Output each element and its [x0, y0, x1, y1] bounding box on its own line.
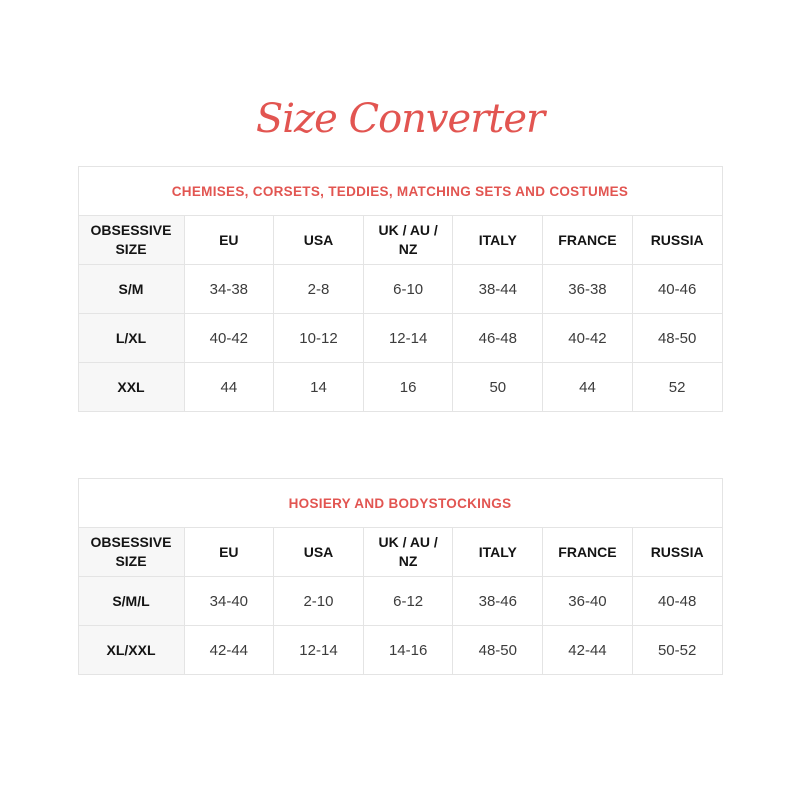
- size-cell: 12-14: [274, 626, 364, 675]
- size-cell: 6-12: [363, 577, 453, 626]
- column-header-usa: USA: [274, 528, 364, 577]
- size-cell: 48-50: [632, 314, 722, 363]
- size-cell: 34-40: [184, 577, 274, 626]
- size-cell: 50-52: [632, 626, 722, 675]
- column-header-france: FRANCE: [543, 528, 633, 577]
- size-cell: 16: [363, 363, 453, 412]
- row-label: S/M: [78, 265, 184, 314]
- size-cell: 34-38: [184, 265, 274, 314]
- size-cell: 50: [453, 363, 543, 412]
- page-title: Size Converter: [255, 96, 545, 142]
- size-cell: 52: [632, 363, 722, 412]
- table-caption: CHEMISES, CORSETS, TEDDIES, MATCHING SETS AND COSTUMES: [78, 167, 722, 216]
- size-cell: 42-44: [184, 626, 274, 675]
- size-cell: 12-14: [363, 314, 453, 363]
- size-table-chemises: [78, 166, 723, 412]
- table-row: [78, 314, 722, 363]
- column-header-uk-au-nz: UK / AU / NZ: [363, 528, 453, 577]
- size-cell: 44: [184, 363, 274, 412]
- size-cell: 2-8: [274, 265, 364, 314]
- size-cell: 36-40: [543, 577, 633, 626]
- column-header-russia: RUSSIA: [632, 528, 722, 577]
- size-table-hosiery: [78, 478, 723, 675]
- table-row: [78, 363, 722, 412]
- column-header-italy: ITALY: [453, 528, 543, 577]
- size-cell: 14: [274, 363, 364, 412]
- size-cell: 40-42: [543, 314, 633, 363]
- size-cell: 48-50: [453, 626, 543, 675]
- column-header-uk-au-nz: UK / AU / NZ: [363, 216, 453, 265]
- table-row: [78, 626, 722, 675]
- size-cell: 6-10: [363, 265, 453, 314]
- column-header-russia: RUSSIA: [632, 216, 722, 265]
- row-label: XL/XXL: [78, 626, 184, 675]
- table-caption-row: [78, 167, 722, 216]
- size-cell: 46-48: [453, 314, 543, 363]
- row-label: S/M/L: [78, 577, 184, 626]
- size-cell: 36-38: [543, 265, 633, 314]
- column-header-row: [78, 528, 722, 577]
- size-cell: 42-44: [543, 626, 633, 675]
- column-header-eu: EU: [184, 528, 274, 577]
- table-caption: HOSIERY AND BODYSTOCKINGS: [78, 479, 722, 528]
- column-header-row: [78, 216, 722, 265]
- column-header-obsessive-size: OBSESSIVE SIZE: [78, 216, 184, 265]
- size-cell: 40-48: [632, 577, 722, 626]
- size-cell: 44: [543, 363, 633, 412]
- size-cell: 10-12: [274, 314, 364, 363]
- table-row: [78, 265, 722, 314]
- table-caption-row: [78, 479, 722, 528]
- size-cell: 38-44: [453, 265, 543, 314]
- column-header-italy: ITALY: [453, 216, 543, 265]
- row-label: XXL: [78, 363, 184, 412]
- size-cell: 38-46: [453, 577, 543, 626]
- size-cell: 2-10: [274, 577, 364, 626]
- size-cell: 40-46: [632, 265, 722, 314]
- tables-container: [78, 166, 723, 675]
- column-header-obsessive-size: OBSESSIVE SIZE: [78, 528, 184, 577]
- column-header-france: FRANCE: [543, 216, 633, 265]
- column-header-eu: EU: [184, 216, 274, 265]
- size-cell: 40-42: [184, 314, 274, 363]
- column-header-usa: USA: [274, 216, 364, 265]
- row-label: L/XL: [78, 314, 184, 363]
- size-cell: 14-16: [363, 626, 453, 675]
- table-row: [78, 577, 722, 626]
